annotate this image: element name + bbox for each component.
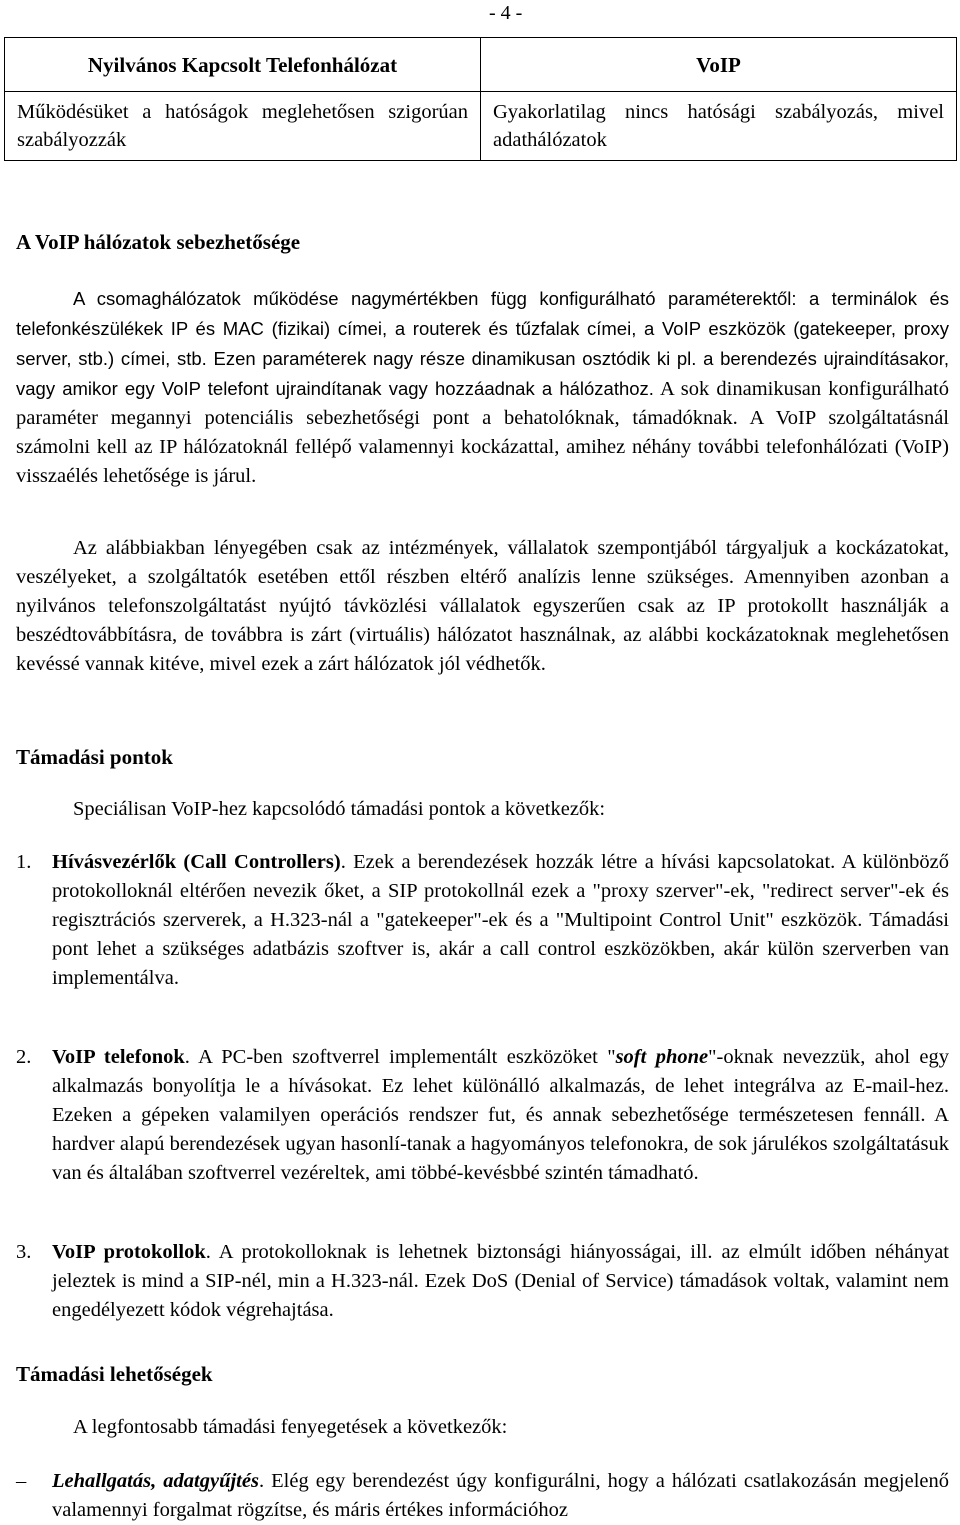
- list-bullet: –: [16, 1470, 27, 1492]
- section-title-attack-points: Támadási pontok: [16, 745, 173, 769]
- list-item-body: [52, 1043, 949, 1188]
- paragraph-part-sans: A csomaghálózatok működése nagymértékben függ konfigurálható paraméterektől: a terminálok és telefonkészülékek IP és MAC (fizikai) címei, a routerek és tűzfalak címei, a VoIP eszközök (gatekeeper, proxy server, stb.) címei, stb. Ezen paraméterek nagy része dinamikusan osztódik ki pl. a berendezés ujraindításakor, vagy amikor egy VoIP telefont ujraindítanak vagy hozzáadnak a hálózathoz.: [16, 288, 949, 399]
- section-title-vulnerability: A VoIP hálózatok sebezhetősége: [16, 230, 301, 254]
- list-item-body: [52, 848, 949, 993]
- list-number: 2.: [16, 1046, 32, 1068]
- table-cell-voip: Gyakorlatilag nincs hatósági szabályozás, mivel adathálózatok: [481, 92, 957, 161]
- list-number: 3.: [16, 1241, 32, 1263]
- list-item-text: . A PC-ben szoftverrel implementált eszközöket ": [184, 1046, 616, 1068]
- list-item-title: Lehallgatás, adatgyűjtés: [52, 1470, 259, 1492]
- paragraph-vulnerability: [16, 284, 949, 491]
- list-item-body: [52, 1467, 949, 1525]
- paragraph-part-serif: A sok dinamikusan konfigurálható paraméter megannyi potenciális sebezhetőségi pont a behatolóknak, támadóknak. A VoIP szolgáltatásnál számolni kell az IP hálózatoknál fellépő valamennyi kockázattal, amihez néhány további telefonhálózati (VoIP) visszaélés lehetősége is járul.: [16, 378, 949, 487]
- comparison-table: [4, 37, 957, 161]
- attack-points-intro: Speciálisan VoIP-hez kapcsolódó támadási pontok a következők:: [73, 798, 606, 820]
- list-number: 1.: [16, 851, 32, 873]
- list-item-text: . Elég egy berendezést úgy konfigurálni, hogy a hálózati csatlakozásán megjelenő valamennyi forgalmat rögzítse, és máris értékes információhoz: [52, 1470, 949, 1521]
- list-item-title: VoIP protokollok: [52, 1241, 206, 1263]
- list-item-text: "-oknak nevezzük, ahol egy alkalmazás bonyolítja le a hívásokat. Ez lehet különálló alkalmazás, de lehet integrálva az E-mail-hez. Ezeken a gépeken valamilyen operációs rendszer fut, és annak sebezhetősége természetesen fennáll. A hardver alapú berendezések ugyan hasonlí-tanak a hagyományos telefonokra, de sok járulékos szolgáltatásuk van és általában szoftverrel vezéreltek, ami többé-kevésbbé szintén támadható.: [52, 1046, 950, 1184]
- list-item: [16, 1043, 949, 1188]
- list-item-text: . Ezek a berendezések hozzák létre a hívási kapcsolatokat. A különböző protokolloknál eltérően nevezik őket, a SIP protokollnál ezek a "proxy szerver"-ek, "redirect server"-ek és regisztrációs szerverek, a H.323-nál a "gatekeeper"-ek és a "Multipoint Control Unit" eszközök. Támadási pont lehet a szükséges adatbázis szoftver is, akár a call control eszközökben, akár külön szerverben van implementálva.: [52, 851, 950, 989]
- attack-options-intro: A legfontosabb támadási fenyegetések a következők:: [73, 1416, 508, 1438]
- table-cell-pstn: Működésüket a hatóságok meglehetősen szigorúan szabályozzák: [5, 92, 481, 161]
- list-item: [16, 1467, 949, 1525]
- paragraph-scope: Az alábbiakban lényegében csak az intézmények, vállalatok szempontjából tárgyaljuk a kockázatokat, veszélyeket, a szolgáltatók esetében ettől részben eltérő analízis lenne szükséges. Amennyiben azonban a nyilvános telefonszolgáltatást nyújtó távközlési vállalatok egyszerűen csak az IP protokollt használják a beszédtovábbításra, de továbbra is zárt (virtuális) hálózatot használnak, az alábbi kockázatoknak meglehetősen kevéssé vannak kitéve, mivel ezek a zárt hálózatok jól védhetők.: [16, 537, 949, 675]
- list-item-title: VoIP telefonok: [52, 1046, 185, 1068]
- list-item: [16, 1238, 949, 1325]
- list-item: [16, 848, 949, 993]
- table-header-voip: VoIP: [481, 38, 957, 92]
- page-number: - 4 -: [489, 2, 523, 24]
- table-header-pstn: Nyilvános Kapcsolt Telefonhálózat: [5, 38, 481, 92]
- list-item-text: . A protokolloknak is lehetnek biztonsági hiányosságai, ill. az elmúlt időben néhányat jeleztek is mind a SIP-nél, min a H.323-nál. Ezek DoS (Denial of Service) támadások voltak, valamint nem engedélyezett kódok végrehajtása.: [52, 1241, 949, 1321]
- list-item-body: [52, 1238, 949, 1325]
- section-title-attack-options: Támadási lehetőségek: [16, 1362, 213, 1386]
- list-item-emphasis: soft phone: [615, 1046, 709, 1068]
- list-item-title: Hívásvezérlők (Call Controllers): [52, 851, 341, 873]
